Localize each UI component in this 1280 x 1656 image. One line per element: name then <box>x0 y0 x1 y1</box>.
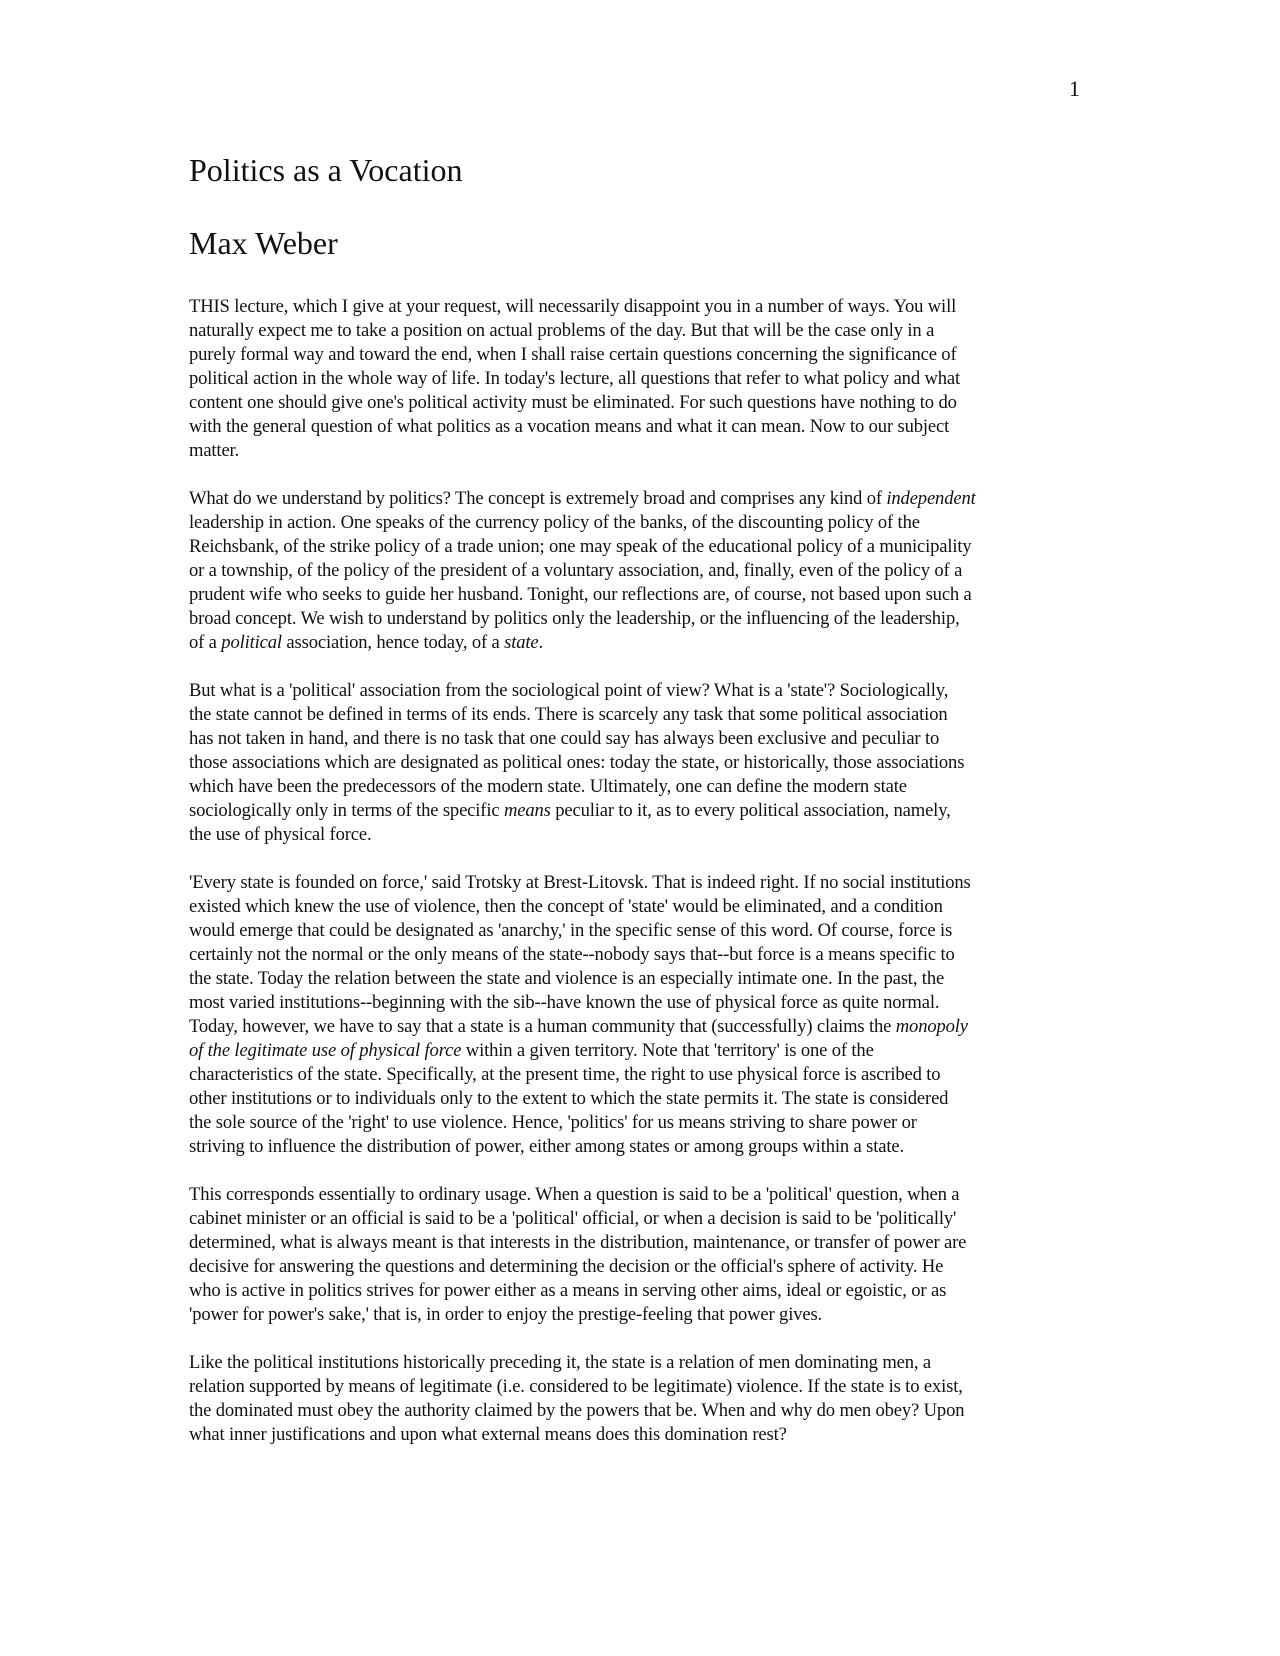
text-segment: Reichsbank, of the strike policy of a trade union; one may speak of the educational policy of a municipality <box>189 536 972 557</box>
text-line <box>189 1087 1089 1111</box>
text-segment: Like the political institutions historically preceding it, the state is a relation of men dominating men, a <box>189 1352 931 1373</box>
page-number: 1 <box>1069 76 1080 101</box>
document-body <box>189 150 1089 1471</box>
text-segment: or a township, of the policy of the president of a voluntary association, and, finally, even of the policy of a <box>189 560 963 581</box>
body-paragraph <box>189 871 1089 1159</box>
text-segment: striving to influence the distribution of power, either among states or among groups within a state. <box>189 1136 904 1157</box>
text-segment: of a <box>189 632 222 653</box>
text-line <box>189 1255 1089 1279</box>
text-line <box>189 511 1089 535</box>
text-line <box>189 1399 1089 1423</box>
text-line <box>189 727 1089 751</box>
body-paragraph <box>189 679 1089 847</box>
text-line <box>189 1303 1089 1327</box>
text-segment: the state cannot be defined in terms of its ends. There is scarcely any task that some political association <box>189 704 948 725</box>
text-line <box>189 775 1089 799</box>
text-segment: 'Every state is founded on force,' said Trotsky at Brest-Litovsk. That is indeed right. If no social institutions <box>189 872 971 893</box>
body-paragraph <box>189 295 1089 463</box>
text-segment: relation supported by means of legitimate (i.e. considered to be legitimate) violence. If the state is to exist, <box>189 1376 963 1397</box>
text-segment: the dominated must obey the authority claimed by the powers that be. When and why do men obey? Upon <box>189 1400 965 1421</box>
text-segment: naturally expect me to take a position on actual problems of the day. But that will be the case only in a <box>189 320 935 341</box>
text-line <box>189 1015 1089 1039</box>
text-segment: This corresponds essentially to ordinary usage. When a question is said to be a 'political' question, when a <box>189 1184 960 1205</box>
text-segment: decisive for answering the questions and determining the decision or the official's sphere of activity. He <box>189 1256 944 1277</box>
text-segment: peculiar to it, as to every political association, namely, <box>550 800 951 821</box>
text-segment: the sole source of the 'right' to use violence. Hence, 'politics' for us means striving to share power or <box>189 1112 917 1133</box>
text-line <box>189 799 1089 823</box>
text-segment: the state. Today the relation between the state and violence is an especially intimate one. In the past, the <box>189 968 945 989</box>
text-line <box>189 607 1089 631</box>
text-segment: characteristics of the state. Specifically, at the present time, the right to use physical force is ascribed to <box>189 1064 941 1085</box>
text-line <box>189 823 1089 847</box>
text-line <box>189 1375 1089 1399</box>
text-line <box>189 367 1089 391</box>
text-segment: which have been the predecessors of the modern state. Ultimately, one can define the modern state <box>189 776 907 797</box>
text-line <box>189 391 1089 415</box>
text-segment: THIS lecture, which I give at your request, will necessarily disappoint you in a number of ways. You will <box>189 296 957 317</box>
text-line <box>189 871 1089 895</box>
text-line <box>189 1039 1089 1063</box>
text-segment: But what is a 'political' association from the sociological point of view? What is a 'state'? Sociologically, <box>189 680 949 701</box>
text-segment: who is active in politics strives for power either as a means in serving other aims, ideal or egoistic, or as <box>189 1280 947 1301</box>
italic-text: independent <box>886 488 976 509</box>
body-paragraph <box>189 1183 1089 1327</box>
text-segment: determined, what is always meant is that interests in the distribution, maintenance, or transfer of power are <box>189 1232 967 1253</box>
text-segment: has not taken in hand, and there is no task that one could say has always been exclusive and peculiar to <box>189 728 940 749</box>
text-line <box>189 583 1089 607</box>
text-segment: the use of physical force. <box>189 824 372 845</box>
text-segment: those associations which are designated as political ones: today the state, or historically, those associations <box>189 752 965 773</box>
text-line <box>189 1063 1089 1087</box>
text-segment: existed which knew the use of violence, then the concept of 'state' would be eliminated, and a condition <box>189 896 943 917</box>
text-line <box>189 751 1089 775</box>
text-segment: What do we understand by politics? The concept is extremely broad and comprises any kind of <box>189 488 887 509</box>
text-line <box>189 1231 1089 1255</box>
text-segment: sociologically only in terms of the specific <box>189 800 504 821</box>
document-author: Max Weber <box>189 225 338 261</box>
text-line <box>189 1183 1089 1207</box>
text-segment: leadership in action. One speaks of the currency policy of the banks, of the discounting policy of the <box>189 512 920 533</box>
text-segment: certainly not the normal or the only means of the state--nobody says that--but force is a means specific to <box>189 944 955 965</box>
text-line <box>189 1423 1089 1447</box>
text-line <box>189 343 1089 367</box>
text-line <box>189 631 1089 655</box>
text-line <box>189 919 1089 943</box>
text-line <box>189 439 1089 463</box>
text-line <box>189 487 1089 511</box>
italic-text: state <box>504 632 539 653</box>
text-segment: other institutions or to individuals only to the extent to which the state permits it. The state is considered <box>189 1088 949 1109</box>
text-line <box>189 943 1089 967</box>
italic-text: monopoly <box>895 1016 968 1037</box>
text-segment: broad concept. We wish to understand by politics only the leadership, or the influencing of the leadership, <box>189 608 960 629</box>
text-line <box>189 1207 1089 1231</box>
text-segment: would emerge that could be designated as 'anarchy,' in the specific sense of this word. Of course, force is <box>189 920 953 941</box>
text-segment: what inner justifications and upon what external means does this domination rest? <box>189 1424 787 1445</box>
italic-text: of the legitimate use of physical force <box>189 1040 462 1061</box>
text-line <box>189 319 1089 343</box>
text-line <box>189 1279 1089 1303</box>
body-paragraph <box>189 1351 1089 1447</box>
text-line <box>189 559 1089 583</box>
text-line <box>189 535 1089 559</box>
text-segment: purely formal way and toward the end, when I shall raise certain questions concerning the significance of <box>189 344 957 365</box>
text-segment: matter. <box>189 440 240 461</box>
text-segment: association, hence today, of a <box>281 632 505 653</box>
text-line <box>189 895 1089 919</box>
text-segment: within a given territory. Note that 'territory' is one of the <box>461 1040 874 1061</box>
text-line <box>189 703 1089 727</box>
italic-text: means <box>503 800 551 821</box>
text-line <box>189 991 1089 1015</box>
body-paragraph <box>189 487 1089 655</box>
text-segment: content one should give one's political activity must be eliminated. For such questions have nothing to do <box>189 392 957 413</box>
text-segment: most varied institutions--beginning with the sib--have known the use of physical force as quite normal. <box>189 992 940 1013</box>
text-segment: cabinet minister or an official is said to be a 'political' official, or when a decision is said to be 'politically' <box>189 1208 957 1229</box>
text-line <box>189 295 1089 319</box>
text-line <box>189 679 1089 703</box>
text-segment: . <box>538 632 543 653</box>
text-line <box>189 1135 1089 1159</box>
text-segment: Today, however, we have to say that a state is a human community that (successfully) claims the <box>189 1016 896 1037</box>
italic-text: political <box>221 632 282 653</box>
text-line <box>189 967 1089 991</box>
document-title: Politics as a Vocation <box>189 152 463 188</box>
text-segment: political action in the whole way of life. In today's lecture, all questions that refer to what policy and what <box>189 368 961 389</box>
text-line <box>189 1111 1089 1135</box>
text-line <box>189 415 1089 439</box>
paragraphs-container <box>189 295 1089 1447</box>
text-segment: with the general question of what politics as a vocation means and what it can mean. Now to our subject <box>189 416 950 437</box>
text-line <box>189 1351 1089 1375</box>
text-segment: prudent wife who seeks to guide her husband. Tonight, our reflections are, of course, not based upon such a <box>189 584 972 605</box>
text-segment: 'power for power's sake,' that is, in order to enjoy the prestige-feeling that power gives. <box>189 1304 823 1325</box>
